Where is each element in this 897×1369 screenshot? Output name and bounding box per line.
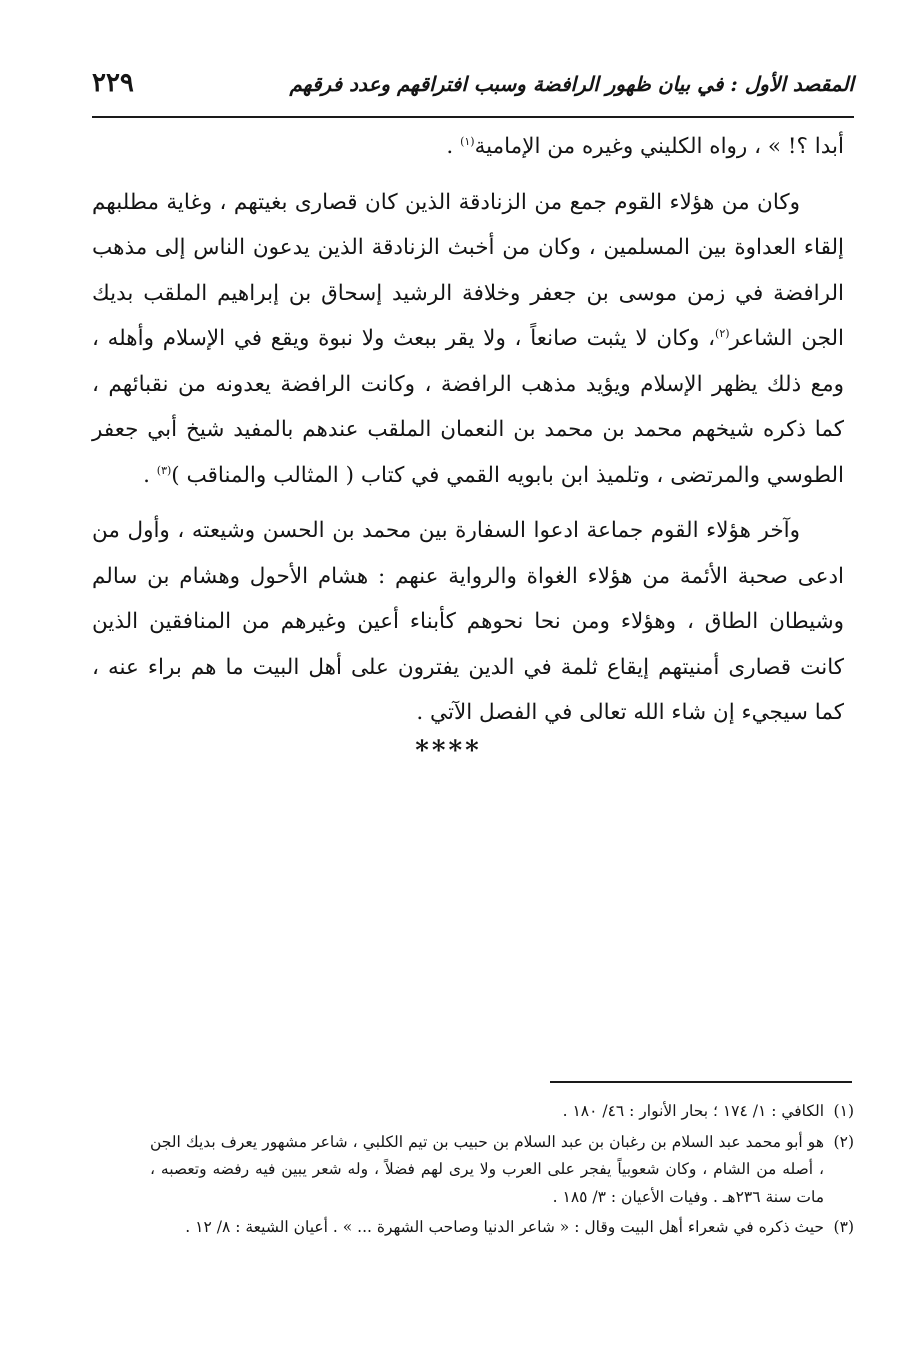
footnote-ref-2: (٢) [715, 326, 730, 340]
footnote-rule [550, 1081, 852, 1083]
footnote-ref-3: (٣) [156, 463, 172, 477]
footnote-text: هو أبو محمد عبد السلام بن رغبان بن عبد السلام بن حبيب بن تيم الكلبي ، شاعر مشهور يعرف بديك الجن ، أصله من الشام ، وكان شعوبياً يفجر على العرب ولا يرى لهم فضلاً ، وله شعر يبين فيه رفضه وتعصبه ، مات سنة ٢٣٦هـ . وفيات الأعيان : ٣/ ١٨٥ . [150, 1132, 824, 1206]
paragraph-zanadiqa-text-a: وكان من هؤلاء القوم جمع من الزنادقة الذين كان قصارى بغيتهم ، وغاية مطلبهم إلقاء العداوة بين المسلمين ، وكان من أخبث الزنادقة الذين يدعون الناس إلى مذهب الرافضة في زمن موسى بن جعفر وخلافة الرشيد إسحاق بن إبراهيم الملقب بديك الجن الشاعر [92, 189, 844, 351]
footnote-text: حيث ذكره في شعراء أهل البيت وقال : « شاعر الدنيا وصاحب الشهرة ... » . أعيان الشيعة : ٨/ ١٢ . [185, 1218, 824, 1236]
sentence-end: . [446, 134, 461, 159]
main-text [92, 124, 844, 736]
footnote-2 [150, 1129, 854, 1212]
footnote-number: (٢) [833, 1132, 854, 1151]
footnote-3 [150, 1214, 854, 1242]
footnote-number: (١) [833, 1102, 854, 1120]
section-separator: **** [415, 736, 482, 766]
running-header-title: المقصد الأول : في بيان ظهور الرافضة وسبب افتراقهم وعدد فرقهم [289, 72, 854, 96]
page-number: ٢٢٩ [92, 68, 134, 98]
footnote-1 [150, 1098, 854, 1126]
paragraph-continuation [92, 124, 844, 170]
header-rule [92, 116, 854, 118]
footnote-number: (٣) [833, 1218, 854, 1236]
footnote-ref-1: (١) [460, 134, 475, 148]
paragraph-continuation-text: أبدا ؟! » ، رواه الكليني وغيره من الإمامية [474, 134, 844, 159]
sentence-end: . [143, 462, 157, 488]
footnote-text: الكافي : ١/ ١٧٤ ؛ بحار الأنوار : ٤٦/ ١٨٠ . [562, 1102, 824, 1120]
paragraph-sifara [92, 508, 844, 736]
running-header [92, 66, 854, 110]
paragraph-zanadiqa-text-b: ، وكان لا يثبت صانعاً ، ولا يقر ببعث ولا نبوة ويقع في الإسلام وأهله ، ومع ذلك يظهر الإسلام ويؤيد مذهب الرافضة ، وكانت الرافضة يعدونه من نقبائهم ، كما ذكره شيخهم محمد بن محمد بن النعمان الملقب عندهم بالمفيد شيخ أبي جعفر الطوسي والمرتضى ، وتلميذ ابن بابويه القمي في كتاب ( المثالب والمناقب ) [92, 326, 844, 488]
paragraph-sifara-text: وآخر هؤلاء القوم جماعة ادعوا السفارة بين محمد بن الحسن وشيعته ، وأول من ادعى صحبة الأئمة من هؤلاء الغواة والرواية عنهم : هشام الأحول وهشام بن سالم وشيطان الطاق ، وهؤلاء ومن نحا نحوهم كأبناء أعين وغيرهم من المنافقين الذين كانت قصارى أمنيتهم إيقاع ثلمة في الدين يفترون على أهل البيت ما هم براء عنه ، كما سيجيء إن شاء الله تعالى في الفصل الآتي . [92, 518, 844, 725]
footnotes [150, 1098, 854, 1245]
paragraph-zanadiqa [92, 180, 844, 499]
